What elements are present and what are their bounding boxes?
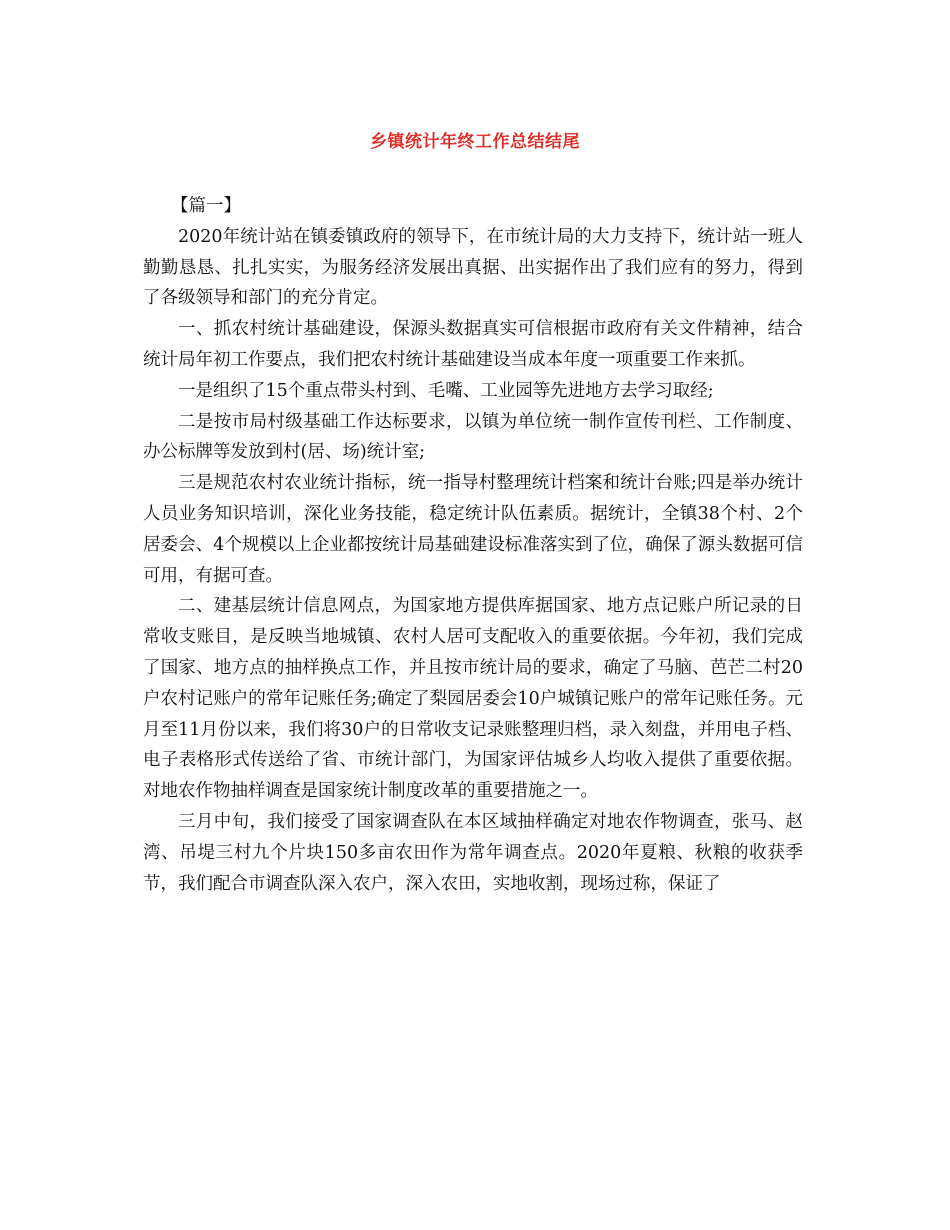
section-label: 【篇一】	[171, 196, 241, 216]
paragraph: 一是组织了15个重点带头村到、毛嘴、工业园等先进地方去学习取经;	[178, 380, 714, 401]
paragraph: 三月中旬，我们接受了国家调查队在本区域抽样确定对地农作物调查，张马、赵湾、吊堤三村九个片块150多亩农田作为常年调查点。2020年夏粮、秋粮的收获季节，我们配合市调查队深入农户，深入农田，实地收割，现场过称，保证了	[143, 811, 803, 894]
document-title: 乡镇统计年终工作总结结尾	[370, 132, 580, 152]
paragraph: 二是按市局村级基础工作达标要求，以镇为单位统一制作宣传刊栏、工作制度、办公标牌等发放到村(居、场)统计室;	[143, 411, 803, 463]
paragraph: 二、建基层统计信息网点，为国家地方提供库据国家、地方点记账户所记录的日常收支账目，是反映当地城镇、农村人居可支配收入的重要依据。今年初，我们完成了国家、地方点的抽样换点工作，并且按市统计局的要求，确定了马脑、芭芒二村20户农村记账户的常年记账任务;确定了梨园居委会10户城镇记账户的常年记账任务。元月至11月份以来，我们将30户的日常收支记录账整理归档，录入刻盘，并用电子档、电子表格形式传送给了省、市统计部门，为国家评估城乡人均收入提供了重要依据。对地农作物抽样调查是国家统计制度改革的重要措施之一。	[143, 596, 803, 802]
paragraph: 三是规范农村农业统计指标，统一指导村整理统计档案和统计台账;四是举办统计人员业务知识培训，深化业务技能，稳定统计队伍素质。据统计，全镇38个村、2个居委会、4个规模以上企业都按统计局基础建设标准落实到了位，确保了源头数据可信可用，有据可查。	[143, 473, 803, 586]
document-body	[143, 191, 803, 899]
paragraph: 一、抓农村统计基础建设，保源头数据真实可信根据市政府有关文件精神，结合统计局年初工作要点，我们把农村统计基础建设当成本年度一项重要工作来抓。	[143, 319, 803, 370]
paragraph: 2020年统计站在镇委镇政府的领导下，在市统计局的大力支持下，统计站一班人勤勤恳恳、扎扎实实，为服务经济发展出真据、出实据作出了我们应有的努力，得到了各级领导和部门的充分肯定。	[143, 226, 803, 309]
